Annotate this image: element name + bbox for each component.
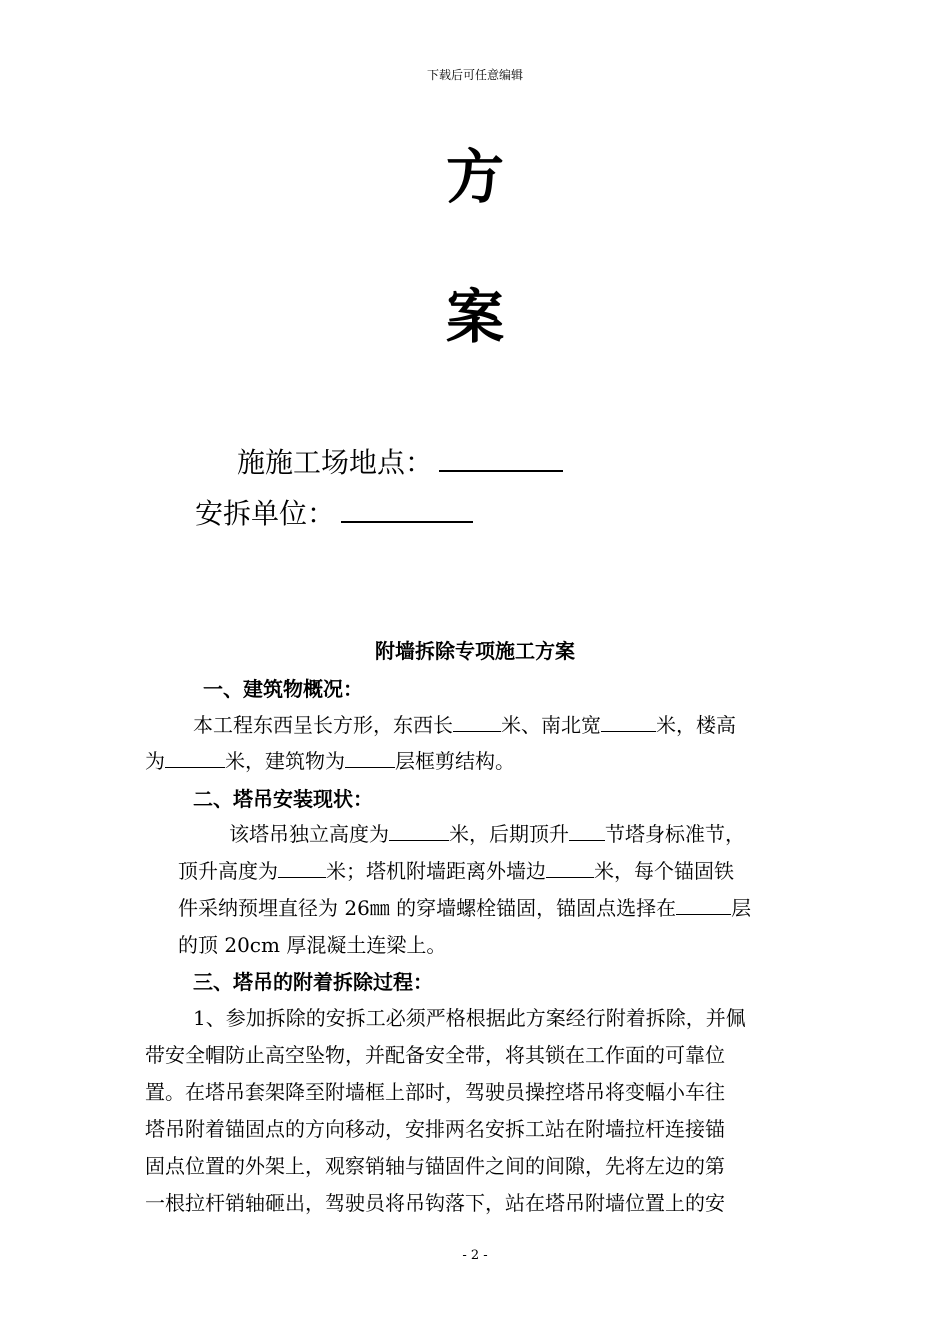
section2-heading: 二、塔吊安装现状： xyxy=(193,787,373,811)
text-run: 顶升高度为 xyxy=(178,859,278,883)
blank-underline xyxy=(345,749,395,768)
section3-line: 带安全帽防止高空坠物，并配备安全带，将其锁在工作面的可靠位 xyxy=(145,1043,725,1067)
text-run: 层 xyxy=(731,896,752,920)
installer-unit-label: 安拆单位： xyxy=(195,497,336,530)
section3-heading: 三、塔吊的附着拆除过程： xyxy=(193,970,433,994)
text-run: 为 xyxy=(145,749,165,773)
section1-line2 xyxy=(145,745,515,774)
cover-char-1: 方 xyxy=(445,143,504,211)
blank-underline xyxy=(453,713,501,732)
text-run: 节塔身标准节， xyxy=(605,822,745,846)
blank-underline xyxy=(569,822,605,841)
section2-line2 xyxy=(178,855,734,884)
site-location-blank xyxy=(439,444,563,472)
document-title: 附墙拆除专项施工方案 xyxy=(375,639,575,663)
section3-line: 固点位置的外架上，观察销轴与锚固件之间的间隙，先将左边的第 xyxy=(145,1154,725,1178)
text-run: 米，建筑物为 xyxy=(225,749,345,773)
blank-underline xyxy=(676,896,731,915)
section3-line: 一根拉杆销轴砸出，驾驶员将吊钩落下，站在塔吊附墙位置上的安 xyxy=(145,1191,725,1215)
cover-char-2: 案 xyxy=(445,283,504,351)
blank-underline xyxy=(278,859,326,878)
section1-heading: 一、建筑物概况： xyxy=(203,677,363,701)
text-run: 该塔吊独立高度为 xyxy=(229,822,389,846)
section2-line1 xyxy=(229,818,745,847)
text-run: 米、南北宽 xyxy=(501,713,601,737)
section3-line: 1、参加拆除的安拆工必须严格根据此方案经行附着拆除，并佩 xyxy=(193,1006,746,1030)
section3-line: 置。在塔吊套架降至附墙框上部时，驾驶员操控塔吊将变幅小车往 xyxy=(145,1080,725,1104)
blank-underline xyxy=(546,859,594,878)
text-run: 米；塔机附墙距离外墙边 xyxy=(326,859,546,883)
blank-underline xyxy=(165,749,225,768)
section2-line4: 的顶 20cm 厚混凝土连梁上。 xyxy=(178,933,447,957)
section2-line3 xyxy=(178,892,751,921)
page-number: - 2 - xyxy=(462,1248,488,1263)
blank-underline xyxy=(601,713,656,732)
text-run: 米，每个锚固铁 xyxy=(594,859,734,883)
installer-unit-field xyxy=(195,492,473,532)
blank-underline xyxy=(389,822,449,841)
installer-unit-blank xyxy=(341,495,473,523)
section3-line: 塔吊附着锚固点的方向移动，安排两名安拆工站在附墙拉杆连接锚 xyxy=(145,1117,725,1141)
site-location-field xyxy=(237,441,563,481)
text-run: 米，后期顶升 xyxy=(449,822,569,846)
text-run: 层框剪结构。 xyxy=(395,749,515,773)
site-location-label: 施施工场地点： xyxy=(237,446,434,479)
text-run: 本工程东西呈长方形，东西长 xyxy=(193,713,453,737)
section1-line1 xyxy=(193,709,736,738)
text-run: 米，楼高 xyxy=(656,713,736,737)
text-run: 件采纳预埋直径为 26㎜ 的穿墙螺栓锚固，锚固点选择在 xyxy=(178,896,677,920)
header-note: 下载后可任意编辑 xyxy=(426,68,523,82)
